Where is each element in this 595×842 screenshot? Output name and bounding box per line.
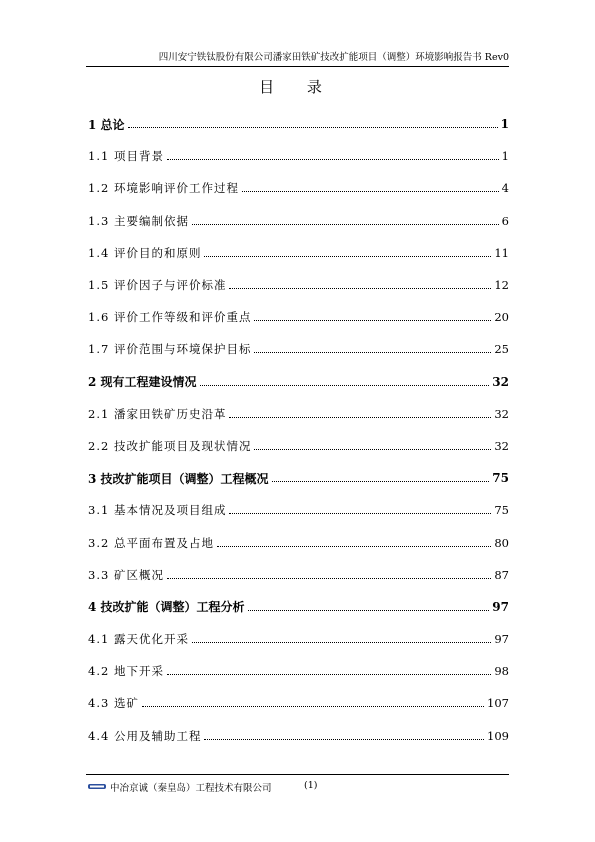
toc-entry-label: 3 技改扩能项目（调整）工程概况 — [88, 471, 269, 486]
toc-entry-label: 1.1 项目背景 — [88, 149, 164, 164]
toc-leader-dots — [128, 116, 498, 128]
toc-entry-page: 32 — [494, 406, 509, 421]
toc-entry-page: 75 — [492, 471, 509, 486]
toc-entry-label: 1.5 评价因子与评价标准 — [88, 278, 227, 293]
toc-entry-page: 1 — [500, 117, 509, 132]
toc-leader-dots — [248, 599, 490, 611]
toc-entry-page: 20 — [494, 310, 509, 325]
toc-entry[interactable] — [88, 720, 509, 752]
toc-leader-dots — [204, 245, 491, 257]
toc-leader-dots — [254, 438, 491, 450]
toc-leader-dots — [204, 728, 484, 740]
toc-entry[interactable] — [88, 655, 509, 687]
toc-leader-dots — [229, 277, 491, 289]
toc-entry[interactable] — [88, 333, 509, 365]
toc-entry-label: 1.7 评价范围与环境保护目标 — [88, 342, 252, 357]
mcce-logo-icon — [88, 782, 106, 791]
toc-entry[interactable] — [88, 526, 509, 558]
toc-entry[interactable] — [88, 108, 509, 140]
toc-entry[interactable] — [88, 687, 509, 719]
toc-entry-page: 75 — [494, 503, 509, 518]
toc-leader-dots — [192, 213, 499, 225]
toc-entry-label: 4 技改扩能（调整）工程分析 — [88, 600, 245, 615]
toc-leader-dots — [142, 695, 484, 707]
toc-entry-label: 4.1 露天优化开采 — [88, 632, 189, 647]
toc-entry[interactable] — [88, 172, 509, 204]
toc-entry-label: 2.1 潘家田铁矿历史沿革 — [88, 406, 227, 421]
toc-entry-page: 6 — [501, 213, 509, 228]
toc-entry-page: 97 — [494, 632, 509, 647]
toc-entry[interactable] — [88, 430, 509, 462]
toc-entry[interactable] — [88, 559, 509, 591]
toc-leader-dots — [200, 374, 490, 386]
toc-entry-label: 1.4 评价目的和原则 — [88, 245, 202, 260]
toc-leader-dots — [254, 341, 491, 353]
toc-entry-label: 4.2 地下开采 — [88, 664, 164, 679]
toc-leader-dots — [167, 148, 499, 160]
toc-entry[interactable] — [88, 623, 509, 655]
toc-entry-page: 12 — [494, 278, 509, 293]
toc-entry-page: 109 — [487, 728, 509, 743]
toc-entry[interactable] — [88, 462, 509, 494]
toc-entry[interactable] — [88, 237, 509, 269]
toc-entry-page: 25 — [494, 342, 509, 357]
header-title: 四川安宁铁钛股份有限公司潘家田铁矿技改扩能项目（调整）环境影响报告书 Rev0 — [158, 52, 509, 63]
toc-entry-label: 1.3 主要编制依据 — [88, 213, 189, 228]
toc-leader-dots — [167, 663, 491, 675]
toc-entry-page: 80 — [494, 535, 509, 550]
toc-entry-page: 4 — [501, 181, 509, 196]
toc-entry[interactable] — [88, 140, 509, 172]
footer-company: 中冶京诚（秦皇岛）工程技术有限公司 — [110, 783, 272, 794]
page-header — [86, 48, 509, 67]
table-of-contents — [88, 108, 509, 752]
toc-entry[interactable] — [88, 366, 509, 398]
toc-leader-dots — [229, 502, 491, 514]
toc-leader-dots — [254, 309, 491, 321]
page-footer — [86, 774, 509, 795]
toc-entry-label: 3.1 基本情况及项目组成 — [88, 503, 227, 518]
toc-entry-label: 2.2 技改扩能项目及现状情况 — [88, 438, 252, 453]
toc-leader-dots — [167, 567, 491, 579]
toc-entry-page: 11 — [494, 245, 509, 260]
toc-entry-page: 1 — [501, 149, 509, 164]
toc-title: 目 录 — [259, 78, 336, 96]
toc-entry-page: 87 — [494, 567, 509, 582]
toc-entry-label: 1.2 环境影响评价工作过程 — [88, 181, 239, 196]
toc-entry-label: 4.4 公用及辅助工程 — [88, 728, 202, 743]
toc-entry-label: 1.6 评价工作等级和评价重点 — [88, 310, 252, 325]
toc-entry-page: 32 — [494, 438, 509, 453]
toc-entry-label: 3.3 矿区概况 — [88, 567, 164, 582]
toc-entry[interactable] — [88, 269, 509, 301]
toc-leader-dots — [192, 631, 491, 643]
toc-entry[interactable] — [88, 205, 509, 237]
toc-entry-page: 98 — [494, 664, 509, 679]
toc-entry-label: 2 现有工程建设情况 — [88, 375, 197, 390]
toc-entry-label: 4.3 选矿 — [88, 696, 139, 711]
toc-entry-label: 3.2 总平面布置及占地 — [88, 535, 214, 550]
toc-entry[interactable] — [88, 591, 509, 623]
toc-leader-dots — [242, 180, 499, 192]
toc-leader-dots — [272, 470, 490, 482]
toc-entry-page: 97 — [492, 599, 509, 614]
toc-entry-page: 107 — [487, 696, 509, 711]
toc-entry[interactable] — [88, 398, 509, 430]
toc-leader-dots — [217, 535, 491, 547]
toc-leader-dots — [229, 406, 491, 418]
footer-page-number: (1) — [304, 780, 318, 791]
toc-entry[interactable] — [88, 301, 509, 333]
toc-entry-label: 1 总论 — [88, 117, 125, 132]
toc-entry-page: 32 — [492, 374, 509, 389]
toc-entry[interactable] — [88, 494, 509, 526]
